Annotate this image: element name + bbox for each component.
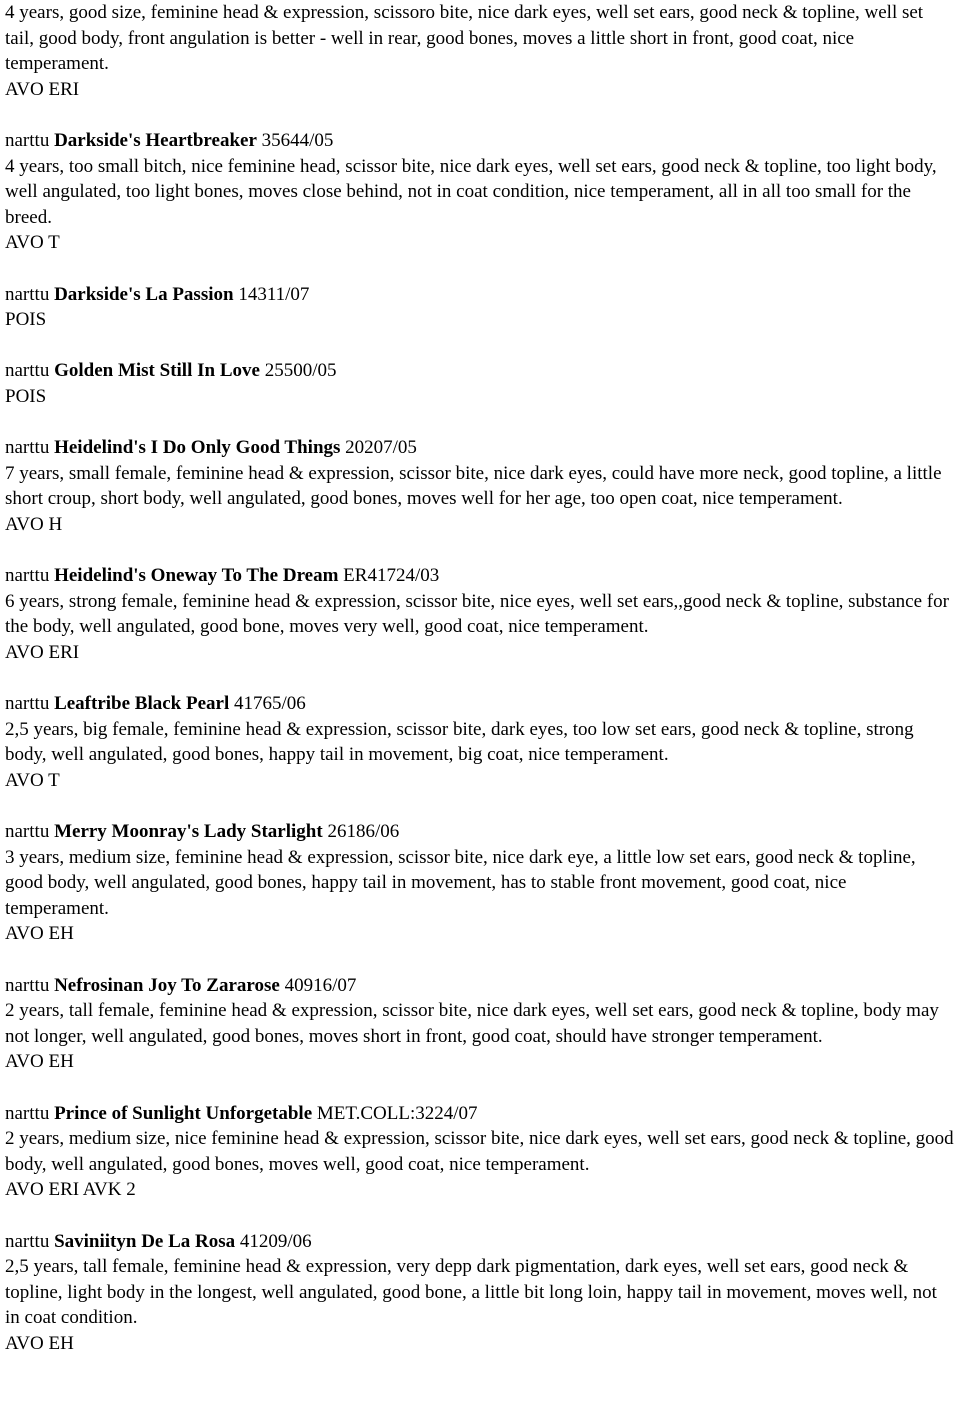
registration-number: ER41724/03 [343, 565, 440, 587]
entry-grade: AVO EH [5, 1332, 74, 1354]
entry-description: 4 years, too small bitch, nice feminine head, scissor bite, nice dark eyes, well set ears, good neck & topline, too light body, well angulated, too light bones, moves close behind, not in coat condition, nice temperament, all in all too small for the breed. [5, 155, 937, 228]
sex-prefix: narttu [5, 129, 50, 151]
entry-description: 7 years, small female, feminine head & expression, scissor bite, nice dark eyes, could have more neck, good topline, a little short croup, short body, well angulated, good bones, moves well for her age, too open coat, nice temperament. [5, 462, 942, 510]
dog-entry [5, 282, 955, 333]
registration-number: 26186/06 [327, 821, 400, 842]
entry-heading [5, 435, 955, 461]
sex-prefix: narttu [5, 437, 50, 459]
sex-prefix: narttu [5, 1102, 50, 1124]
sex-prefix: narttu [5, 565, 50, 587]
sex-prefix: narttu [5, 693, 50, 715]
entry-description: 2 years, medium size, nice feminine head & expression, scissor bite, nice dark eyes, well set ears, good neck & topline, good body, well angulated, good bones, moves well, good coat, nice temperament. [5, 1128, 954, 1175]
entry-heading [5, 358, 955, 384]
dog-name: Golden Mist Still In Love [54, 360, 260, 382]
dog-entry [5, 358, 955, 409]
dog-name: Nefrosinan Joy To Zararose [54, 974, 280, 996]
entry-grade: AVO ERI AVK 2 [5, 1179, 136, 1201]
sex-prefix: narttu [5, 360, 50, 382]
registration-number: 14311/07 [238, 283, 310, 305]
dog-entry [5, 128, 955, 256]
dog-entry [5, 563, 955, 665]
entry-grade: AVO ERI [5, 641, 80, 663]
registration-number: 35644/05 [261, 129, 334, 151]
dog-name: Saviniityn De La Rosa [54, 1230, 236, 1252]
dog-name: Darkside's La Passion [54, 283, 234, 305]
entry-heading [5, 819, 955, 845]
registration-number: 41765/06 [234, 693, 306, 715]
entry-heading [5, 973, 955, 999]
dog-name: Darkside's Heartbreaker [54, 129, 257, 151]
entry-grade: POIS [5, 309, 47, 331]
entry-grade: AVO EH [5, 923, 74, 945]
intro-entry [5, 0, 955, 102]
dog-name: Heidelind's I Do Only Good Things [54, 437, 341, 459]
sex-prefix: narttu [5, 974, 50, 996]
entry-description: 2,5 years, big female, feminine head & expression, scissor bite, dark eyes, too low set ears, good neck & topline, strong body, well angulated, good bones, happy tail in movement, big coat, nice temperament. [5, 718, 914, 766]
entry-grade: AVO H [5, 513, 63, 535]
entry-description: 3 years, medium size, feminine head & expression, scissor bite, nice dark eye, a little low set ears, good neck & topline, good body, well angulated, good bones, happy tail in movement, has to stable front movement, good coat, nice temperament. [5, 846, 916, 919]
dog-entry [5, 973, 955, 1075]
entry-heading [5, 282, 955, 308]
entry-grade: POIS [5, 385, 47, 407]
entry-description: 2 years, tall female, feminine head & expression, scissor bite, nice dark eyes, well set ears, good neck & topline, body may not longer, well angulated, good bones, moves short in front, good coat, should have stronger temperament. [5, 1000, 939, 1047]
sex-prefix: narttu [5, 821, 50, 842]
dog-entry [5, 1101, 955, 1203]
entry-grade: AVO ERI [5, 78, 80, 100]
registration-number: 20207/05 [345, 437, 417, 459]
entry-grade: AVO T [5, 232, 60, 254]
entry-description: 2,5 years, tall female, feminine head & expression, very depp dark pigmentation, dark eyes, well set ears, good neck & topline, light body in the longest, well angulated, good bone, a little bit long loin, happy tail in movement, moves well, not in coat condition. [5, 1256, 937, 1329]
dog-name: Leaftribe Black Pearl [54, 693, 230, 715]
sex-prefix: narttu [5, 1230, 50, 1252]
dog-entry [5, 1229, 955, 1357]
entry-heading [5, 563, 955, 589]
entry-grade: AVO EH [5, 1051, 74, 1073]
dog-entry [5, 691, 955, 793]
sex-prefix: narttu [5, 283, 50, 305]
dog-name: Heidelind's Oneway To The Dream [54, 565, 339, 587]
registration-number: 41209/06 [239, 1230, 312, 1252]
registration-number: 25500/05 [264, 360, 337, 382]
dog-entry [5, 435, 955, 537]
registration-number: MET.COLL:3224/07 [316, 1102, 478, 1124]
entry-description: 6 years, strong female, feminine head & expression, scissor bite, nice eyes, well set ears,,good neck & topline, substance for the body, well angulated, good bone, moves very well, good coat, nice temperament. [5, 590, 949, 638]
registration-number: 40916/07 [284, 974, 357, 996]
entry-heading [5, 691, 955, 717]
dog-name: Prince of Sunlight Unforgetable [54, 1102, 313, 1124]
dog-name: Merry Moonray's Lady Starlight [54, 821, 323, 842]
entry-description: 4 years, good size, feminine head & expression, scissoro bite, nice dark eyes, well set ears, good neck & topline, well set tail, good body, front angulation is better - well in rear, good bones, moves a little short in front, good coat, nice temperament. [5, 2, 924, 75]
entry-grade: AVO T [5, 769, 60, 791]
entry-heading [5, 1229, 955, 1255]
entry-heading [5, 128, 955, 154]
entry-heading [5, 1101, 955, 1127]
dog-entry [5, 819, 955, 947]
